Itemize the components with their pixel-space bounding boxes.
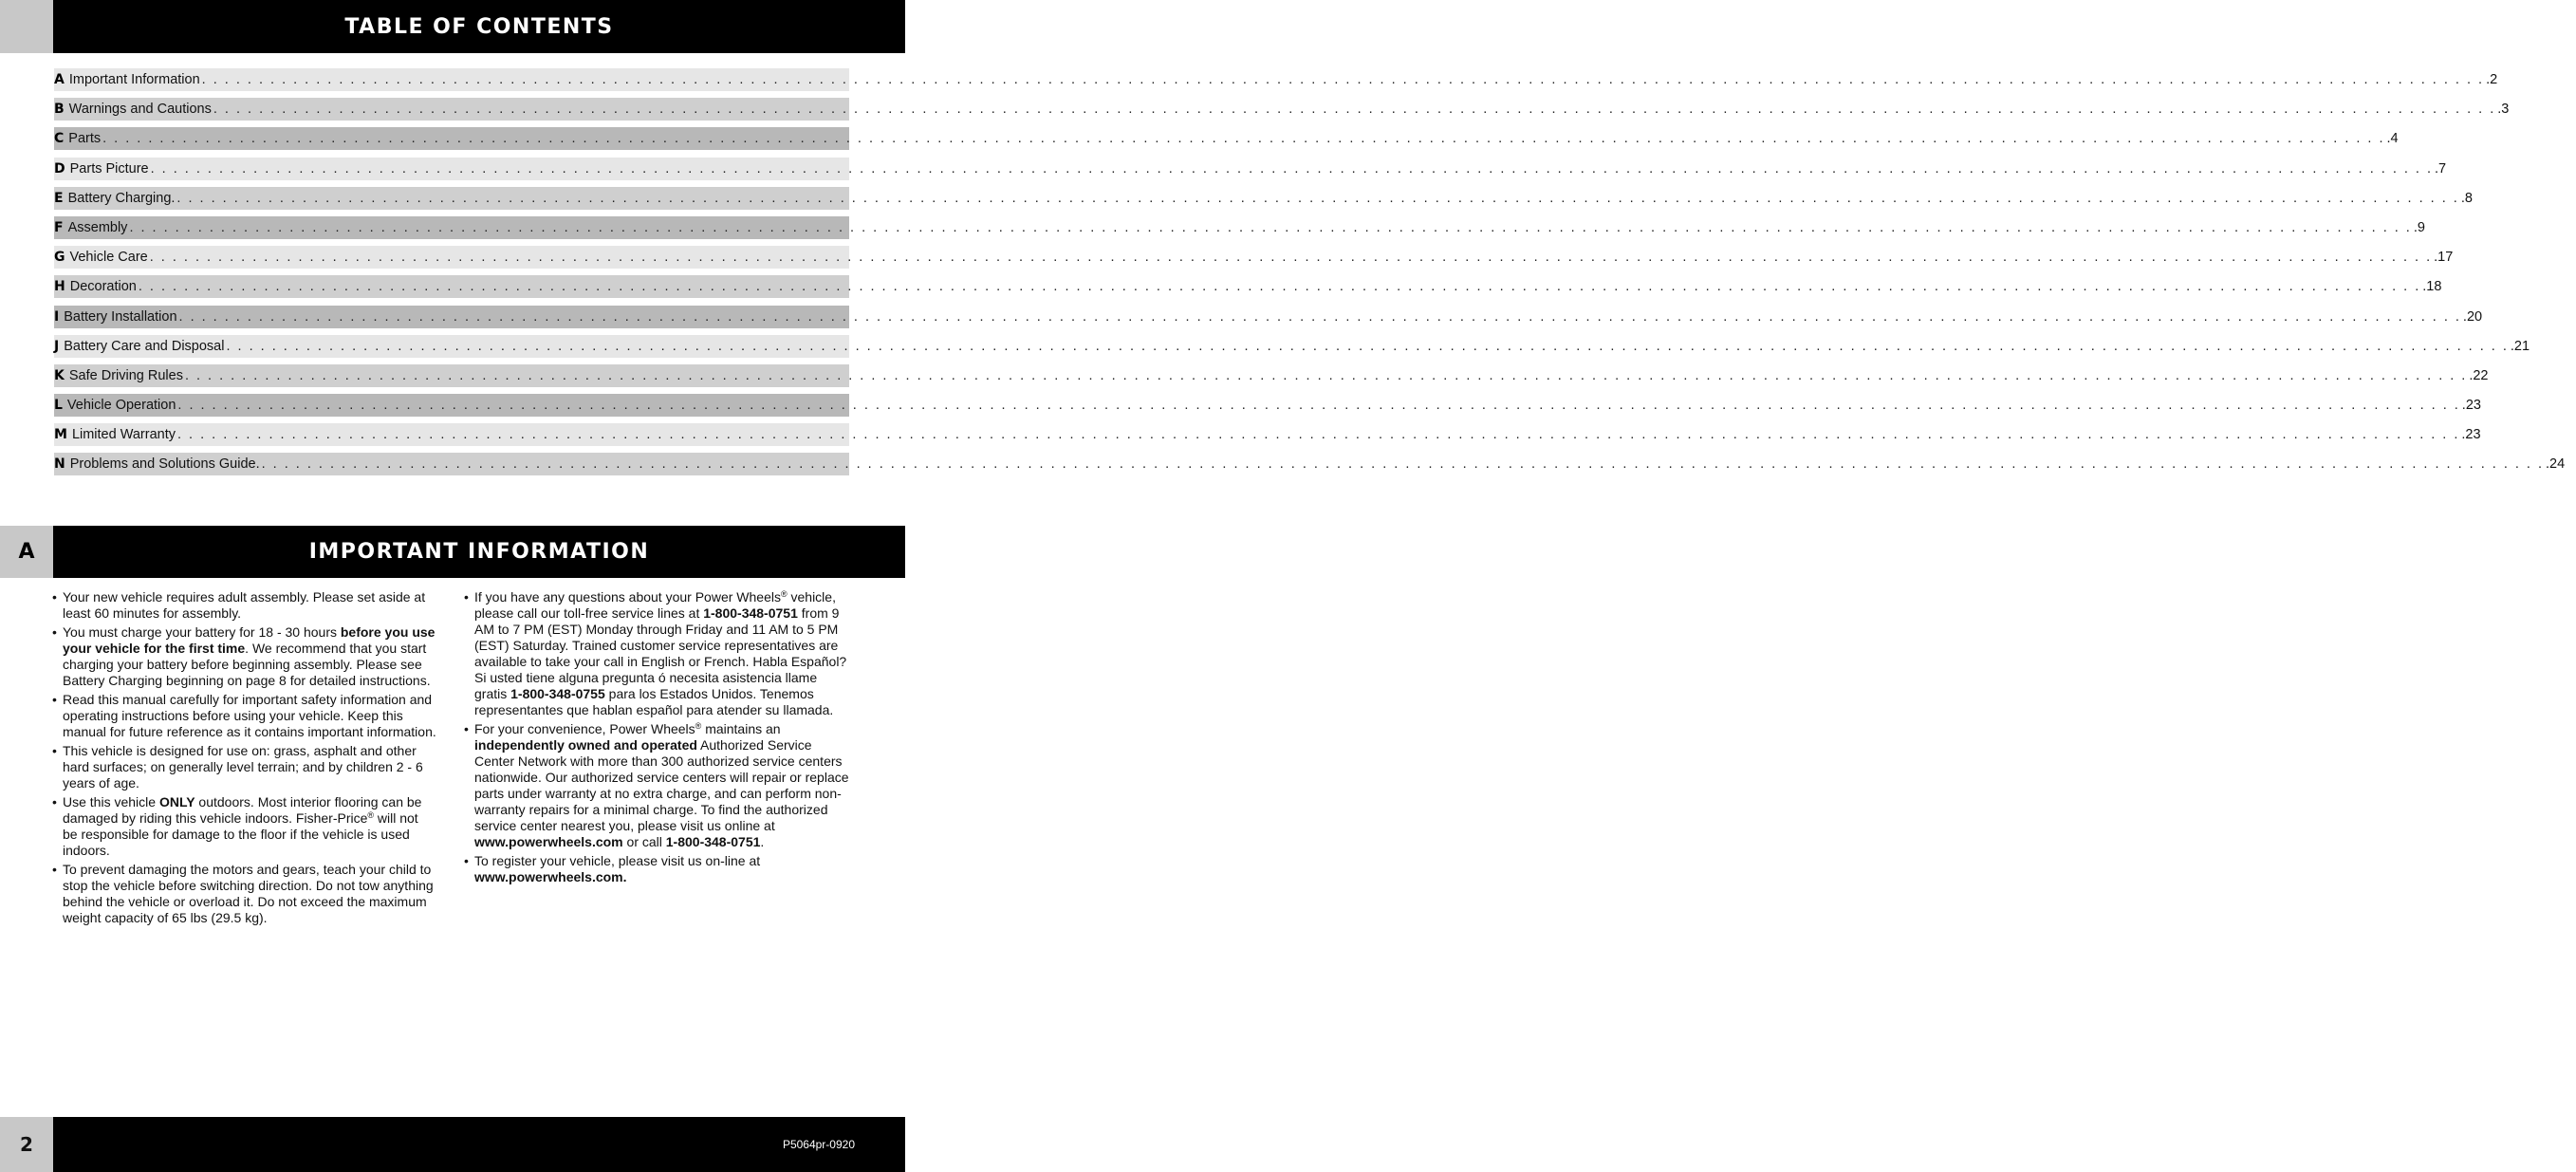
toc-page-number: .4 — [2386, 131, 2399, 147]
toc-letter: N — [54, 456, 65, 473]
toc-page-number: .24 — [2546, 456, 2566, 473]
toc-row[interactable] — [54, 68, 2498, 91]
registered-mark: ® — [780, 589, 788, 599]
toc-page-number: .21 — [2510, 338, 2530, 354]
bullet-item — [52, 862, 436, 926]
text: para los Estados Unidos. Tenemos representantes que hablan español para atender su llamada. — [474, 686, 834, 717]
section-title: IMPORTANT INFORMATION — [53, 526, 905, 578]
toc-leader-dots: . . . . . . . . . . . . . . . . . . . . . . . . . . . . . . . . . . . . . . . . . . . . . . . . . . . . . . . . . . . . . . . . . . . . . . . . . . . . . . . . . . . . . . . . . . . . . . . . . . . . . . . . . . . . . . . . . . . . . . . . . . . . . . . . . . . . . . . . . . . . . . . . . . . . . . . . . . . . . . . . . . . . . . . . . . . . . . . . . . . . . . . . . . . . . . . . . . . . . . . . — [184, 367, 2468, 383]
toc-entry-title: Limited Warranty — [71, 427, 176, 443]
bullet-item — [464, 853, 853, 885]
toc-page-number: .17 — [2434, 250, 2454, 266]
toc-row[interactable] — [54, 158, 2447, 180]
bullet-item — [52, 743, 436, 791]
toc-leader-dots: . . . . . . . . . . . . . . . . . . . . . . . . . . . . . . . . . . . . . . . . . . . . . . . . . . . . . . . . . . . . . . . . . . . . . . . . . . . . . . . . . . . . . . . . . . . . . . . . . . . . . . . . . . . . . . . . . . . . . . . . . . . . . . . . . . . . . . . . . . . . . . . . . . . . . . . . . . . . . . . . . . . . . . . . . . . . . . . . . . . . . . . . . . . . . . . . . . . . . . . . — [138, 279, 2421, 295]
toc-entry-title: Parts — [68, 131, 102, 147]
text: For your convenience, Power Wheels — [474, 721, 695, 736]
toc-letter: K — [54, 367, 65, 383]
bullet-item — [52, 692, 436, 740]
toc-row[interactable] — [54, 453, 2566, 475]
text: If you have any questions about your Power Wheels — [474, 589, 781, 605]
toc-page-number: .3 — [2497, 102, 2510, 118]
section-tab-letter: A — [0, 526, 53, 578]
toc-list — [54, 68, 2566, 483]
toc-row[interactable] — [54, 306, 2483, 328]
toc-header-tab — [0, 0, 53, 53]
text: This vehicle is designed for use on: grass, asphalt and other hard surfaces; on generally level terrain; and by children 2 - 6 years of age. — [63, 743, 423, 791]
text: will not be responsible for damage to the floor if the vehicle is used indoors. — [63, 810, 418, 858]
toc-page-number: .20 — [2462, 308, 2483, 325]
toc-letter: I — [54, 308, 60, 325]
toc-row[interactable] — [54, 246, 2454, 269]
toc-leader-dots: . . . . . . . . . . . . . . . . . . . . . . . . . . . . . . . . . . . . . . . . . . . . . . . . . . . . . . . . . . . . . . . . . . . . . . . . . . . . . . . . . . . . . . . . . . . . . . . . . . . . . . . . . . . . . . . . . . . . . . . . . . . . . . . . . . . . . . . . . . . . . . . . . . . . . . . . . . . . . . . . . . . . . . . . . . . . . . . . . . . . . . . . . . . . . . . . . . . . . . . . — [150, 160, 2434, 177]
toc-letter: B — [54, 102, 65, 118]
bold-text: independently owned and operated — [474, 737, 697, 753]
footer-bar — [53, 1117, 905, 1172]
toc-letter: G — [54, 250, 65, 266]
toc-leader-dots: . . . . . . . . . . . . . . . . . . . . . . . . . . . . . . . . . . . . . . . . . . . . . . . . . . . . . . . . . . . . . . . . . . . . . . . . . . . . . . . . . . . . . . . . . . . . . . . . . . . . . . . . . . . . . . . . . . . . . . . . . . . . . . . . . . . . . . . . . . . . . . . . . . . . . . . . . . . . . . . . . . . . . . . . . . . . . . . . . . . . . . . . . . . . . . . . . . . . . . . . — [102, 131, 2385, 147]
bullet-item — [52, 794, 436, 859]
toc-leader-dots: . . . . . . . . . . . . . . . . . . . . . . . . . . . . . . . . . . . . . . . . . . . . . . . . . . . . . . . . . . . . . . . . . . . . . . . . . . . . . . . . . . . . . . . . . . . . . . . . . . . . . . . . . . . . . . . . . . . . . . . . . . . . . . . . . . . . . . . . . . . . . . . . . . . . . . . . . . . . . . . . . . . . . . . . . . . . . . . . . . . . . . . . . . . . . . . . . . . . . . . . — [176, 190, 2459, 206]
toc-row[interactable] — [54, 335, 2530, 358]
text: Read this manual carefully for important safety information and operating instructions before using your vehicle. Keep this manual for future reference as it contains important information. — [63, 692, 436, 739]
toc-leader-dots: . . . . . . . . . . . . . . . . . . . . . . . . . . . . . . . . . . . . . . . . . . . . . . . . . . . . . . . . . . . . . . . . . . . . . . . . . . . . . . . . . . . . . . . . . . . . . . . . . . . . . . . . . . . . . . . . . . . . . . . . . . . . . . . . . . . . . . . . . . . . . . . . . . . . . . . . . . . . . . . . . . . . . . . . . . . . . . . . . . . . . . . . . . . . . . . . . . . . . . . . — [129, 219, 2412, 235]
toc-page-number: .18 — [2422, 279, 2442, 295]
toc-page-number: .23 — [2461, 427, 2481, 443]
toc-row[interactable] — [54, 98, 2510, 121]
text: . — [760, 834, 765, 849]
toc-letter: C — [54, 131, 65, 147]
toc-letter: E — [54, 190, 64, 206]
toc-leader-dots: . . . . . . . . . . . . . . . . . . . . . . . . . . . . . . . . . . . . . . . . . . . . . . . . . . . . . . . . . . . . . . . . . . . . . . . . . . . . . . . . . . . . . . . . . . . . . . . . . . . . . . . . . . . . . . . . . . . . . . . . . . . . . . . . . . . . . . . . . . . . . . . . . . . . . . . . . . . . . . . . . . . . . . . . . . . . . . . . . . . . . . . . . . . . . . . . . . . . . . . . — [213, 102, 2496, 118]
toc-entry-title: Decoration — [69, 279, 137, 295]
toc-page-number: .7 — [2435, 160, 2447, 177]
toc-page-number: .23 — [2461, 398, 2481, 414]
info-column-left — [52, 589, 436, 929]
text: . We recommend that you start charging your battery before beginning assembly. Please see Battery Charging beginning on page 8 for detailed instructions. — [63, 641, 431, 688]
toc-leader-dots: . . . . . . . . . . . . . . . . . . . . . . . . . . . . . . . . . . . . . . . . . . . . . . . . . . . . . . . . . . . . . . . . . . . . . . . . . . . . . . . . . . . . . . . . . . . . . . . . . . . . . . . . . . . . . . . . . . . . . . . . . . . . . . . . . . . . . . . . . . . . . . . . . . . . . . . . . . . . . . . . . . . . . . . . . . . . . . . . . . . . . . . . . . . . . . . . . . . . . . . . — [177, 427, 2460, 443]
toc-entry-title: Battery Care and Disposal — [64, 338, 225, 354]
text: To prevent damaging the motors and gears, teach your child to stop the vehicle before switching direction. Do not tow anything behind the vehicle or overload it. Do not exceed the maximum weight capacity of 65 lbs (29.5 kg). — [63, 862, 434, 925]
text: maintains an — [701, 721, 781, 736]
toc-row[interactable] — [54, 187, 2473, 210]
toc-row[interactable] — [54, 216, 2425, 239]
registered-mark: ® — [695, 721, 702, 731]
toc-leader-dots: . . . . . . . . . . . . . . . . . . . . . . . . . . . . . . . . . . . . . . . . . . . . . . . . . . . . . . . . . . . . . . . . . . . . . . . . . . . . . . . . . . . . . . . . . . . . . . . . . . . . . . . . . . . . . . . . . . . . . . . . . . . . . . . . . . . . . . . . . . . . . . . . . . . . . . . . . . . . . . . . . . . . . . . . . . . . . . . . . . . . . . . . . . . . . . . . . . . . . . . . — [178, 308, 2461, 325]
bold-text: 1-800-348-0755 — [510, 686, 605, 701]
toc-leader-dots: . . . . . . . . . . . . . . . . . . . . . . . . . . . . . . . . . . . . . . . . . . . . . . . . . . . . . . . . . . . . . . . . . . . . . . . . . . . . . . . . . . . . . . . . . . . . . . . . . . . . . . . . . . . . . . . . . . . . . . . . . . . . . . . . . . . . . . . . . . . . . . . . . . . . . . . . . . . . . . . . . . . . . . . . . . . . . . . . . . . . . . . . . . . . . . . . . . . . . . . . — [149, 250, 2433, 266]
text: from 9 AM to 7 PM (EST) Monday through Friday and 11 AM to 5 PM (EST) Saturday. Trained customer service representatives are available to take your call in English or French. Habla Español? Si usted tiene alguna pregunta ó necesita asistencia llame gratis — [474, 605, 847, 701]
toc-entry-title: Important Information — [68, 72, 200, 87]
bullet-item — [464, 721, 853, 850]
page-number: 2 — [0, 1117, 53, 1172]
toc-page-number: .9 — [2413, 219, 2425, 235]
registered-mark: ® — [367, 810, 375, 820]
toc-letter: L — [54, 398, 63, 414]
bold-text: www.powerwheels.com. — [474, 869, 627, 884]
toc-leader-dots: . . . . . . . . . . . . . . . . . . . . . . . . . . . . . . . . . . . . . . . . . . . . . . . . . . . . . . . . . . . . . . . . . . . . . . . . . . . . . . . . . . . . . . . . . . . . . . . . . . . . . . . . . . . . . . . . . . . . . . . . . . . . . . . . . . . . . . . . . . . . . . . . . . . . . . . . . . . . . . . . . . . . . . . . . . . . . . . . . . . . . . . . . . . . . . . . . . . . . . . . — [261, 456, 2545, 473]
text: Use this vehicle — [63, 794, 159, 809]
text: Your new vehicle requires adult assembly. Please set aside at least 60 minutes for assembly. — [63, 589, 426, 621]
toc-entry-title: Vehicle Operation — [66, 398, 176, 414]
text: To register your vehicle, please visit us on-line at — [474, 853, 761, 868]
bold-text: ONLY — [158, 794, 195, 809]
toc-letter: D — [54, 160, 65, 177]
document-code: P5064pr-0920 — [782, 1138, 855, 1151]
toc-page-number: .22 — [2469, 367, 2489, 383]
section-header-bar — [0, 526, 905, 578]
toc-entry-title: Safe Driving Rules — [68, 367, 183, 383]
toc-entry-title: Warnings and Cautions — [68, 102, 212, 118]
toc-entry-title: Assembly — [67, 219, 128, 235]
toc-row[interactable] — [54, 394, 2481, 417]
toc-entry-title: Problems and Solutions Guide. — [69, 456, 260, 473]
toc-leader-dots: . . . . . . . . . . . . . . . . . . . . . . . . . . . . . . . . . . . . . . . . . . . . . . . . . . . . . . . . . . . . . . . . . . . . . . . . . . . . . . . . . . . . . . . . . . . . . . . . . . . . . . . . . . . . . . . . . . . . . . . . . . . . . . . . . . . . . . . . . . . . . . . . . . . . . . . . . . . . . . . . . . . . . . . . . . . . . . . . . . . . . . . . . . . . . . . . . . . . . . . . — [226, 338, 2509, 354]
toc-letter: J — [54, 338, 60, 354]
toc-title: TABLE OF CONTENTS — [53, 0, 905, 53]
bullet-item — [52, 589, 436, 622]
toc-entry-title: Vehicle Care — [69, 250, 148, 266]
text: You must charge your battery for 18 - 30 hours — [63, 624, 341, 640]
toc-row[interactable] — [54, 275, 2442, 298]
page-footer — [0, 1117, 905, 1172]
toc-entry-title: Battery Charging. — [67, 190, 176, 206]
bold-text: www.powerwheels.com — [474, 834, 623, 849]
toc-row[interactable] — [54, 364, 2489, 387]
toc-leader-dots: . . . . . . . . . . . . . . . . . . . . . . . . . . . . . . . . . . . . . . . . . . . . . . . . . . . . . . . . . . . . . . . . . . . . . . . . . . . . . . . . . . . . . . . . . . . . . . . . . . . . . . . . . . . . . . . . . . . . . . . . . . . . . . . . . . . . . . . . . . . . . . . . . . . . . . . . . . . . . . . . . . . . . . . . . . . . . . . . . . . . . . . . . . . . . . . . . . . . . . . . — [177, 398, 2460, 414]
bold-text: 1-800-348-0751 — [703, 605, 798, 621]
info-column-right — [464, 589, 853, 888]
toc-letter: H — [54, 279, 65, 295]
bullet-item — [52, 624, 436, 689]
toc-page-number: .8 — [2460, 190, 2473, 206]
bold-text: before you use your vehicle for the first time — [63, 624, 436, 656]
text: outdoors. Most interior flooring can be damaged by riding this vehicle indoors. Fisher-Price — [63, 794, 422, 826]
toc-entry-title: Battery Installation — [64, 308, 177, 325]
text: vehicle, please call our toll-free service lines at — [474, 589, 836, 621]
toc-entry-title: Parts Picture — [69, 160, 149, 177]
toc-page-number: .2 — [2486, 72, 2498, 87]
toc-row[interactable] — [54, 423, 2481, 446]
toc-letter: F — [54, 219, 64, 235]
text: Authorized Service Center Network with more than 300 authorized service centers nationwide. Our authorized service centers will repair or replace parts under warranty at no extra charge, and can perform non-warranty repairs for a minimal charge. To find the authorized service center nearest you, please visit us online at — [474, 737, 849, 833]
toc-leader-dots: . . . . . . . . . . . . . . . . . . . . . . . . . . . . . . . . . . . . . . . . . . . . . . . . . . . . . . . . . . . . . . . . . . . . . . . . . . . . . . . . . . . . . . . . . . . . . . . . . . . . . . . . . . . . . . . . . . . . . . . . . . . . . . . . . . . . . . . . . . . . . . . . . . . . . . . . . . . . . . . . . . . . . . . . . . . . . . . . . . . . . . . . . . . . . . . . . . . . . . . . — [201, 72, 2485, 87]
toc-letter: A — [54, 72, 65, 87]
text: or call — [622, 834, 666, 849]
toc-letter: M — [54, 427, 67, 443]
bullet-item — [464, 589, 853, 718]
toc-header-bar — [0, 0, 905, 53]
bold-text: 1-800-348-0751 — [665, 834, 761, 849]
toc-row[interactable] — [54, 127, 2399, 150]
